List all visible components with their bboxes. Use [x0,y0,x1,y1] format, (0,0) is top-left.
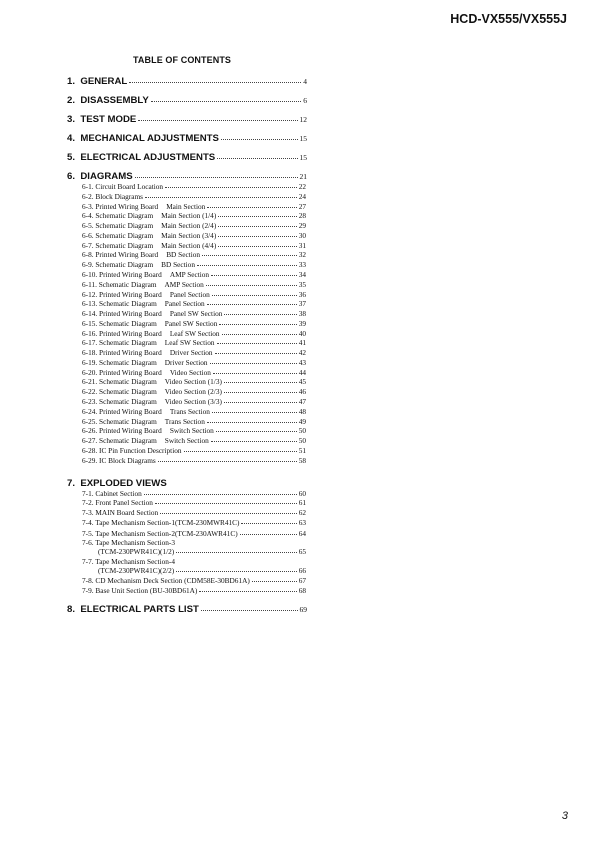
dot-leader [160,513,297,514]
entry-title: (TCM-230PWR41C)(2/2) [98,566,175,575]
page-ref: 28 [298,211,306,221]
entry-title [82,231,216,240]
toc-entry-6-8[interactable] [82,250,306,259]
dot-leader [210,363,297,364]
dot-leader [176,552,296,553]
dot-leader [135,177,298,178]
toc-entry-6-9[interactable] [82,260,306,269]
toc-entry-6-5[interactable] [82,221,306,230]
page-ref: 42 [298,348,306,358]
dot-leader [224,314,296,315]
dot-leader [211,275,297,276]
entry-type: 6-26. Printed Wiring Board [82,426,162,436]
entry-type: 6-20. Printed Wiring Board [82,367,162,377]
dot-leader [138,120,297,121]
entry-type: 6-5. Schematic Diagram [82,221,154,231]
entry-title [82,338,215,347]
toc-entry-6-23[interactable] [82,397,306,406]
toc-entry-6-13[interactable] [82,299,306,308]
entry-title [82,417,205,426]
entry-title [82,241,216,250]
dot-leader [207,207,296,208]
page-ref: 38 [298,309,306,318]
entry-title [82,319,217,328]
dot-leader [197,265,297,266]
entry-type: 6-14. Printed Wiring Board [82,309,162,318]
entry-type: 6-24. Printed Wiring Board [82,406,162,416]
page-ref: 46 [298,387,306,397]
entry-section: BD Section [161,260,195,270]
entry-type: 6-15. Schematic Diagram [82,318,157,328]
dot-leader [218,236,296,237]
page-ref: 68 [298,586,306,595]
toc-section-test-mode[interactable] [67,114,307,125]
dot-leader [199,591,296,592]
entry-title [82,250,200,259]
toc-entry-6-12[interactable] [82,290,306,299]
entry-title [82,211,216,220]
dot-leader [211,441,297,442]
toc-entry-6-4[interactable] [82,211,306,220]
document-model-header: HCD-VX555/VX555J [450,12,567,26]
entry-title [82,329,220,338]
toc-entry-7-7[interactable] [98,566,306,575]
dot-leader [212,412,297,413]
entry-title [82,397,222,406]
entry-type: 6-12. Printed Wiring Board [82,289,162,299]
dot-leader [202,255,297,256]
dot-leader [201,610,298,611]
entry-title: 7-2. Front Panel Section [82,498,153,507]
dot-leader [145,197,297,198]
entry-section: Panel SW Section [164,318,218,328]
dot-leader [217,158,297,159]
entry-type: 6-27. Schematic Diagram [82,436,157,445]
page-ref: 51 [298,445,306,455]
dot-leader [207,422,297,423]
entry-title [82,221,216,230]
entry-type: 6-3. Printed Wiring Board [82,201,159,211]
section-label: 5. ELECTRICAL ADJUSTMENTS [67,152,216,163]
page-ref: 50 [298,436,306,445]
entry-title [82,270,209,279]
entry-type: 6-16. Printed Wiring Board [82,328,162,338]
dot-leader [224,392,297,393]
page-ref: 45 [298,377,306,387]
page-ref: 29 [298,221,306,231]
entry-section: Panel SW Section [169,309,223,318]
toc-entry-7-5[interactable] [82,529,306,538]
toc-section-disassembly[interactable] [67,95,307,106]
toc-entry-6-6[interactable] [82,231,306,240]
entry-type: 6-21. Schematic Diagram [82,377,157,387]
entry-title [82,348,213,357]
entry-title: 7-3. MAIN Board Section [82,508,159,517]
entry-title: 7-8. CD Mechanism Deck Section (CDM58E-30BD61A) [82,576,250,585]
toc-title: TABLE OF CONTENTS [133,55,232,65]
entry-title [82,290,210,299]
toc-entry-6-2[interactable] [82,192,306,201]
toc-section-exploded-views[interactable] [67,478,307,489]
dot-leader [252,581,297,582]
toc-entry-6-10[interactable] [82,270,306,279]
page-ref: 43 [298,357,306,367]
dot-leader [224,402,297,403]
dot-leader [241,523,296,524]
dot-leader [206,285,297,286]
toc-entry-6-27[interactable] [82,436,306,445]
toc-entry-6-3[interactable] [82,202,306,211]
entry-section: Driver Section [164,357,208,367]
page-ref: 50 [298,426,306,436]
dot-leader [176,571,296,572]
toc-entry-7-7-heading[interactable]: 7-7. Tape Mechanism Section-4 [82,557,175,566]
toc-entry-6-11[interactable] [82,280,306,289]
entry-type: 6-10. Printed Wiring Board [82,269,162,279]
page-number: 3 [561,810,568,822]
entry-title [82,358,208,367]
toc-entry-6-19[interactable] [82,358,306,367]
page-ref: 39 [298,318,306,328]
entry-type: 6-13. Schematic Diagram [82,299,157,309]
page-ref: 41 [298,338,306,348]
page-ref: 15 [299,134,307,143]
toc-entry-6-22[interactable] [82,387,306,396]
toc-entry-6-24[interactable] [82,407,306,416]
toc-entry-6-20[interactable] [82,368,306,377]
entry-type: 6-29. IC Block Diagrams [82,455,156,465]
dot-leader [240,534,297,535]
dot-leader [158,461,297,462]
page-ref: 27 [298,201,306,211]
page-ref: 15 [299,153,307,162]
entry-section: Video Section [169,367,211,377]
entry-type: 6-23. Schematic Diagram [82,396,157,406]
toc-entry-6-29[interactable] [82,456,306,465]
page-ref: 36 [298,289,306,299]
page-ref: 34 [298,269,306,279]
entry-section: Main Section (4/4) [161,240,217,250]
toc-section-general[interactable] [67,76,307,87]
entry-title [82,299,205,308]
entry-title [82,426,214,435]
entry-type: 6-19. Schematic Diagram [82,357,157,367]
page-ref: 37 [298,299,306,309]
toc-entry-6-26[interactable] [82,426,306,435]
entry-type: 6-2. Block Diagrams [82,191,143,201]
toc-entry-6-7[interactable] [82,241,306,250]
dot-leader [151,101,301,102]
entry-section: Main Section [166,201,206,211]
section-label: 4. MECHANICAL ADJUSTMENTS [67,133,219,144]
toc-entry-7-8[interactable] [82,576,306,585]
entry-section: BD Section [166,250,201,260]
toc-entry-7-9[interactable] [82,586,306,595]
entry-section: Main Section (3/4) [161,230,217,240]
dot-leader [129,82,301,83]
entry-section: Trans Section [169,406,210,416]
toc-entry-6-18[interactable] [82,348,306,357]
dot-leader [155,503,297,504]
page-ref: 69 [299,605,307,614]
entry-title [82,182,163,191]
entry-type: 6-6. Schematic Diagram [82,230,154,240]
entry-section: AMP Section [169,269,210,279]
section-label: 7. EXPLODED VIEWS [67,478,167,489]
page-ref: 66 [298,566,306,575]
page-ref: 63 [298,518,306,527]
entry-type: 6-9. Schematic Diagram [82,260,154,270]
section-label: 6. DIAGRAMS [67,171,133,182]
page-ref: 49 [298,416,306,426]
toc-entry-6-1[interactable] [82,182,306,191]
dot-leader [215,353,297,354]
entry-section: AMP Section [164,279,204,289]
dot-leader [207,304,297,305]
dot-leader [216,431,297,432]
toc-entry-7-6-heading[interactable]: 7-6. Tape Mechanism Section-3 [82,538,175,547]
entry-type: 6-7. Schematic Diagram [82,240,154,250]
entry-title: (TCM-230PWR41C)(1/2) [98,547,175,556]
page-ref: 21 [299,172,307,181]
entry-type: 6-1. Circuit Board Location [82,182,164,191]
entry-section: Leaf SW Section [164,338,215,348]
toc-entry-6-14[interactable] [82,309,306,318]
toc-entry-7-1[interactable] [82,489,306,498]
entry-section: Panel Section [169,289,210,299]
section-label: 8. ELECTRICAL PARTS LIST [67,604,199,615]
page-ref: 24 [298,191,306,201]
dot-leader [218,246,296,247]
entry-title: 7-4. Tape Mechanism Section-1(TCM-230MWR41C) [82,518,240,527]
toc-entry-6-25[interactable] [82,417,306,426]
entry-title [82,192,143,201]
entry-title [82,280,204,289]
toc-entry-6-15[interactable] [82,319,306,328]
entry-section: Main Section (2/4) [161,221,217,231]
entry-type: 6-25. Schematic Diagram [82,416,157,426]
entry-title [82,202,205,211]
entry-title [82,407,210,416]
toc-entry-7-3[interactable] [82,508,306,517]
entry-type: 6-17. Schematic Diagram [82,338,157,348]
dot-leader [218,216,296,217]
entry-title [82,446,182,455]
dot-leader [144,494,297,495]
page-ref: 65 [298,547,306,556]
page-ref: 4 [303,77,307,86]
toc-entry-7-6[interactable] [98,547,306,556]
page-ref: 22 [298,182,306,191]
toc-entry-6-28[interactable] [82,446,306,455]
page-ref: 33 [298,260,306,270]
entry-type: 6-22. Schematic Diagram [82,387,157,397]
page-ref: 64 [298,529,306,538]
page-ref: 47 [298,396,306,406]
dot-leader [184,451,297,452]
page-ref: 61 [298,498,306,507]
toc-entry-6-17[interactable] [82,338,306,347]
entry-type: 6-11. Schematic Diagram [82,279,157,289]
page-ref: 6 [303,96,307,105]
entry-type: 6-18. Printed Wiring Board [82,348,162,358]
entry-type: 6-4. Schematic Diagram [82,211,154,221]
entry-type: 6-8. Printed Wiring Board [82,250,159,260]
page-ref: 35 [298,279,306,289]
entry-type: 6-28. IC Pin Function Description [82,445,182,455]
toc-entry-7-2[interactable] [82,498,306,507]
dot-leader [222,334,297,335]
dot-leader [224,382,297,383]
page-ref: 40 [298,328,306,338]
section-label: 2. DISASSEMBLY [67,95,149,106]
page-ref: 58 [298,455,306,465]
entry-section: Driver Section [169,348,213,358]
toc-section-mechanical-adjustments[interactable] [67,133,307,144]
entry-section: Panel Section [164,299,205,309]
entry-title [82,309,222,318]
entry-section: Video Section (2/3) [164,387,222,397]
entry-title [82,368,211,377]
entry-section: Video Section (3/3) [164,396,222,406]
page-ref: 62 [298,508,306,517]
page-ref: 12 [299,115,307,124]
entry-title [82,387,222,396]
page-ref: 60 [298,489,306,498]
page-ref: 32 [298,250,306,260]
entry-title: 7-5. Tape Mechanism Section-2(TCM-230AWR41C) [82,529,238,538]
page-ref: 30 [298,230,306,240]
toc-entry-7-4[interactable] [82,518,306,527]
toc-section-diagrams[interactable] [67,171,307,182]
dot-leader [221,139,298,140]
entry-section: Switch Section [164,436,209,445]
section-label: 3. TEST MODE [67,114,137,125]
page-ref: 48 [298,406,306,416]
toc-entry-6-16[interactable] [82,329,306,338]
entry-title: 7-9. Base Unit Section (BU-30BD61A) [82,586,198,595]
entry-section: Trans Section [164,416,205,426]
section-label: 1. GENERAL [67,76,128,87]
dot-leader [217,343,297,344]
dot-leader [212,295,297,296]
entry-title [82,377,222,386]
dot-leader [165,187,297,188]
entry-section: Video Section (1/3) [164,377,222,387]
entry-section: Leaf SW Section [169,328,220,338]
entry-title [82,260,195,269]
page-ref: 31 [298,240,306,250]
entry-title [82,456,156,465]
entry-section: Main Section (1/4) [161,211,217,221]
toc-section-electrical-adjustments[interactable] [67,152,307,163]
toc-entry-6-21[interactable] [82,377,306,386]
dot-leader [213,373,297,374]
page-ref: 44 [298,367,306,377]
toc-section-electrical-parts-list[interactable] [67,604,307,615]
entry-title: 7-1. Cabinet Section [82,489,142,498]
entry-section: Switch Section [169,426,214,436]
dot-leader [218,226,296,227]
entry-title [82,436,209,445]
page-ref: 67 [298,576,306,585]
dot-leader [219,324,296,325]
